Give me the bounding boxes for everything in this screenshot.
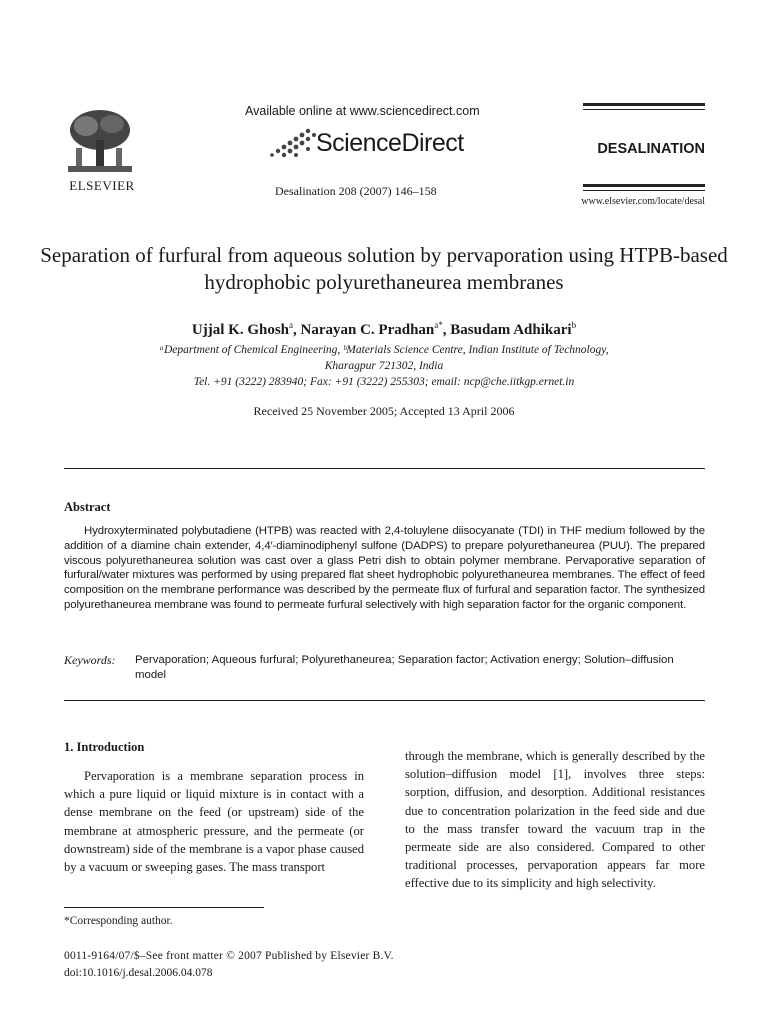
introduction-heading: 1. Introduction [64,740,145,754]
abstract-body: Hydroxyterminated polybutadiene (HTPB) was reacted with 2,4-toluylene diisocyanate (TDI) in THF medium followed by the addition of a diamine chain extender, 4,4′-diaminodiphenyl sulfone (DADPS) to prepare polyurethaneurea (PUU). The prepared viscous polyurethaneurea solution was cast over a glass Petri dish to obtain polymer membrane. Pervaporative separation of furfural/water mixtures was performed by using prepared flat sheet hydrophobic polyurethaneurea membranes. The effect of feed composition on the membrane performance was described by the permeate flux of furfural and separation factor. The synthesized polyurethaneurea membrane was found to permeate furfural selectively with high separation factor for the organic component. [64,525,705,611]
journal-rule [583,103,705,106]
available-online-text: Available online at www.sciencedirect.com [245,104,480,118]
sciencedirect-brand: ScienceDirect [316,129,464,157]
publisher-name: ELSEVIER [69,178,135,193]
abstract-heading: Abstract [64,500,111,514]
author-affiliation-mark: a [289,320,294,330]
doi-link[interactable]: doi:10.1016/j.desal.2006.04.078 [64,967,213,979]
journal-rule [583,109,705,110]
contact-line: Tel. +91 (3222) 283940; Fax: +91 (3222) 255303; email: ncp@che.iitkgp.ernet.in [193,376,575,388]
front-matter-notice: 0011-9164/07/$–See front matter © 2007 Published by Elsevier B.V. [64,950,394,962]
author-list: Ujjal K. Ghosh$^a$, Narayan C. Pradhan$^{a*}$, Basudam Adhikari$^b$ [191,320,577,338]
author-name: Narayan C. Pradhan [300,322,435,338]
section-divider [64,700,705,701]
section-divider [64,468,705,469]
sciencedirect-dots-icon [268,125,318,161]
author-affiliation-mark: b [571,320,577,330]
paper-title: Separation of furfural from aqueous solution by pervaporation using HTPB-based hydrophobic polyurethaneurea membranes [40,243,728,294]
keywords-label: Keywords: [64,653,116,667]
received-dates: Received 25 November 2005; Accepted 13 April 2006 [253,404,515,418]
keywords-list: Pervaporation; Aqueous furfural; Polyurethaneurea; Separation factor; Activation energy; Solution–diffusion model [135,654,674,681]
introduction-right-column: through the membrane, which is generally described by the solution–diffusion model [1], involves three steps: sorption, diffusion, and desorption. Additional resistances due to concentration polarization in the feed side and due to the mass transfer toward the vacuum trap in the permeate side are also considered. Compared to other traditional processes, pervaporation appears far more effective due to its simplicity and high selectivity. [405,749,705,891]
elsevier-tree-logo [64,104,136,176]
journal-citation: Desalination 208 (2007) 146–158 [275,184,437,198]
journal-rule [583,190,705,191]
author-name: Basudam Adhikari [450,322,572,338]
corresponding-author-footnote: *Corresponding author. [64,915,173,927]
author-affiliation-mark: a* [434,320,443,330]
introduction-left-column: Pervaporation is a membrane separation process in which a pure liquid or liquid mixture is in contact with a dense membrane on the feed (or upstream) side of the membrane at atmospheric pressure, and the permeate (or downstream) side of the membrane is a vapor phase caused by a vacuum or sweeping gases. The mass transport [64,769,364,875]
journal-rule [583,184,705,187]
journal-url[interactable]: www.elsevier.com/locate/desal [581,196,705,207]
footnote-rule [64,907,264,908]
affiliation-line: Kharagpur 721302, India [324,360,444,372]
author-name: Ujjal K. Ghosh [191,322,290,338]
affiliation-line: ᵃDepartment of Chemical Engineering, ᵇMaterials Science Centre, Indian Institute of Technology, [159,344,609,356]
journal-name: DESALINATION [597,141,705,157]
